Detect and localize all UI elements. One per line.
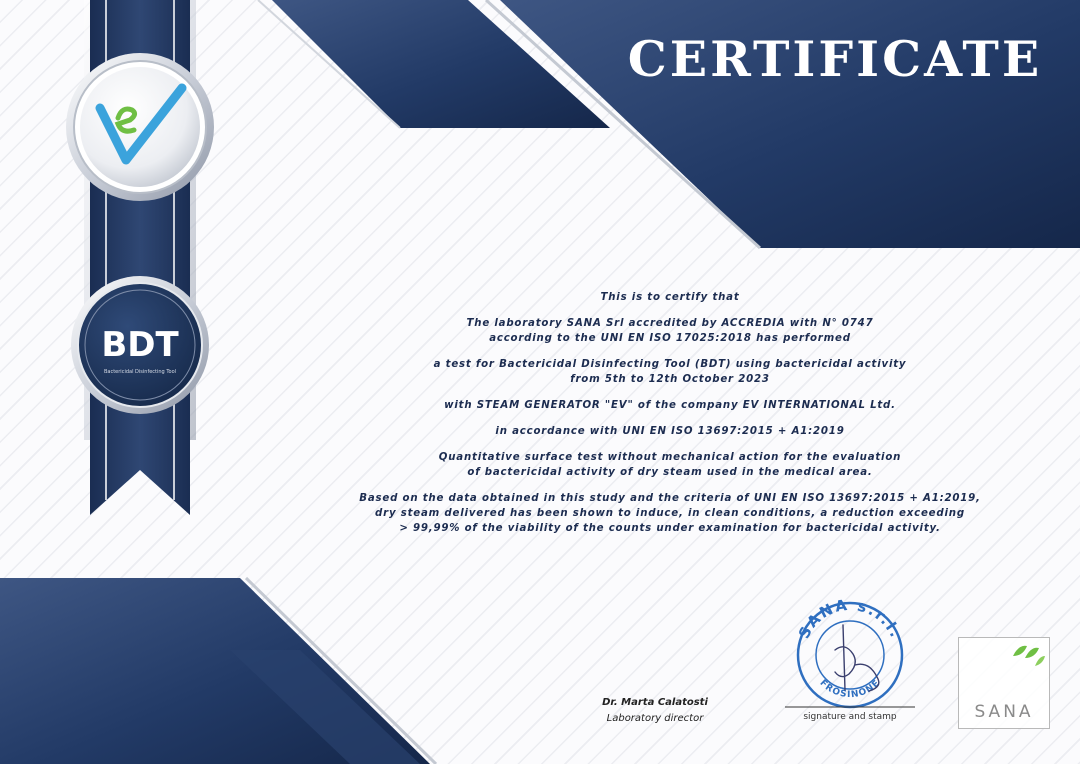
certificate-line: a test for Bactericidal Disinfecting Tool (BDT) using bactericidal activity bbox=[433, 359, 907, 370]
certificate-line: The laboratory SANA Srl accredited by ACCREDIA with N° 0747 bbox=[466, 318, 874, 329]
certificate-line: > 99,99% of the viability of the counts under examination for bactericidal activity. bbox=[399, 523, 941, 534]
director-name: Dr. Marta Calatosti bbox=[602, 697, 708, 708]
svg-text:SANA s.r.l. bbox=[795, 596, 905, 642]
certificate-paragraph bbox=[340, 450, 1000, 480]
stamp-text-top: SANA s.r.l. bbox=[794, 595, 906, 642]
certificate-paragraph bbox=[340, 290, 1000, 305]
leaf-icon bbox=[1009, 642, 1045, 668]
certificate-paragraph bbox=[340, 398, 1000, 413]
ev-seal bbox=[66, 53, 214, 201]
certificate-paragraph bbox=[340, 424, 1000, 439]
certificate-paragraph bbox=[340, 316, 1000, 346]
bdt-seal-subtext: Bactericidal Disinfecting Tool bbox=[103, 369, 177, 375]
signature-stamp bbox=[785, 595, 915, 715]
certificate-line: of bactericidal activity of dry steam used in the medical area. bbox=[467, 467, 873, 478]
certificate-line: Quantitative surface test without mechanical action for the evaluation bbox=[438, 452, 902, 463]
director-block bbox=[570, 695, 740, 727]
certificate-line: according to the UNI EN ISO 17025:2018 has performed bbox=[489, 333, 851, 344]
certificate-line: dry steam delivered has been shown to induce, in clean conditions, a reduction exceeding bbox=[375, 508, 965, 519]
stamp-text-bottom: FROSINONE bbox=[817, 678, 883, 701]
certificate-line: with STEAM GENERATOR "EV" of the company EV INTERNATIONAL Ltd. bbox=[444, 400, 896, 411]
certificate-paragraph bbox=[340, 357, 1000, 387]
bdt-seal-text: BDT bbox=[101, 325, 179, 365]
director-role: Laboratory director bbox=[606, 713, 704, 724]
sana-logo-text: SANA bbox=[974, 702, 1034, 722]
signature-stamp-label: signature and stamp bbox=[803, 712, 897, 722]
sana-logo bbox=[958, 637, 1050, 729]
certificate-line: Based on the data obtained in this study and the criteria of UNI EN ISO 13697:2015 + A1:2019, bbox=[359, 493, 981, 504]
certificate-paragraph bbox=[340, 491, 1000, 536]
certificate-line: This is to certify that bbox=[600, 292, 740, 303]
certificate-line: in accordance with UNI EN ISO 13697:2015 + A1:2019 bbox=[495, 426, 845, 437]
certificate-body bbox=[340, 290, 1000, 547]
bdt-seal bbox=[71, 276, 209, 414]
certificate-line: from 5th to 12th October 2023 bbox=[570, 374, 770, 385]
certificate-title: CERTIFICATE bbox=[627, 30, 1043, 88]
